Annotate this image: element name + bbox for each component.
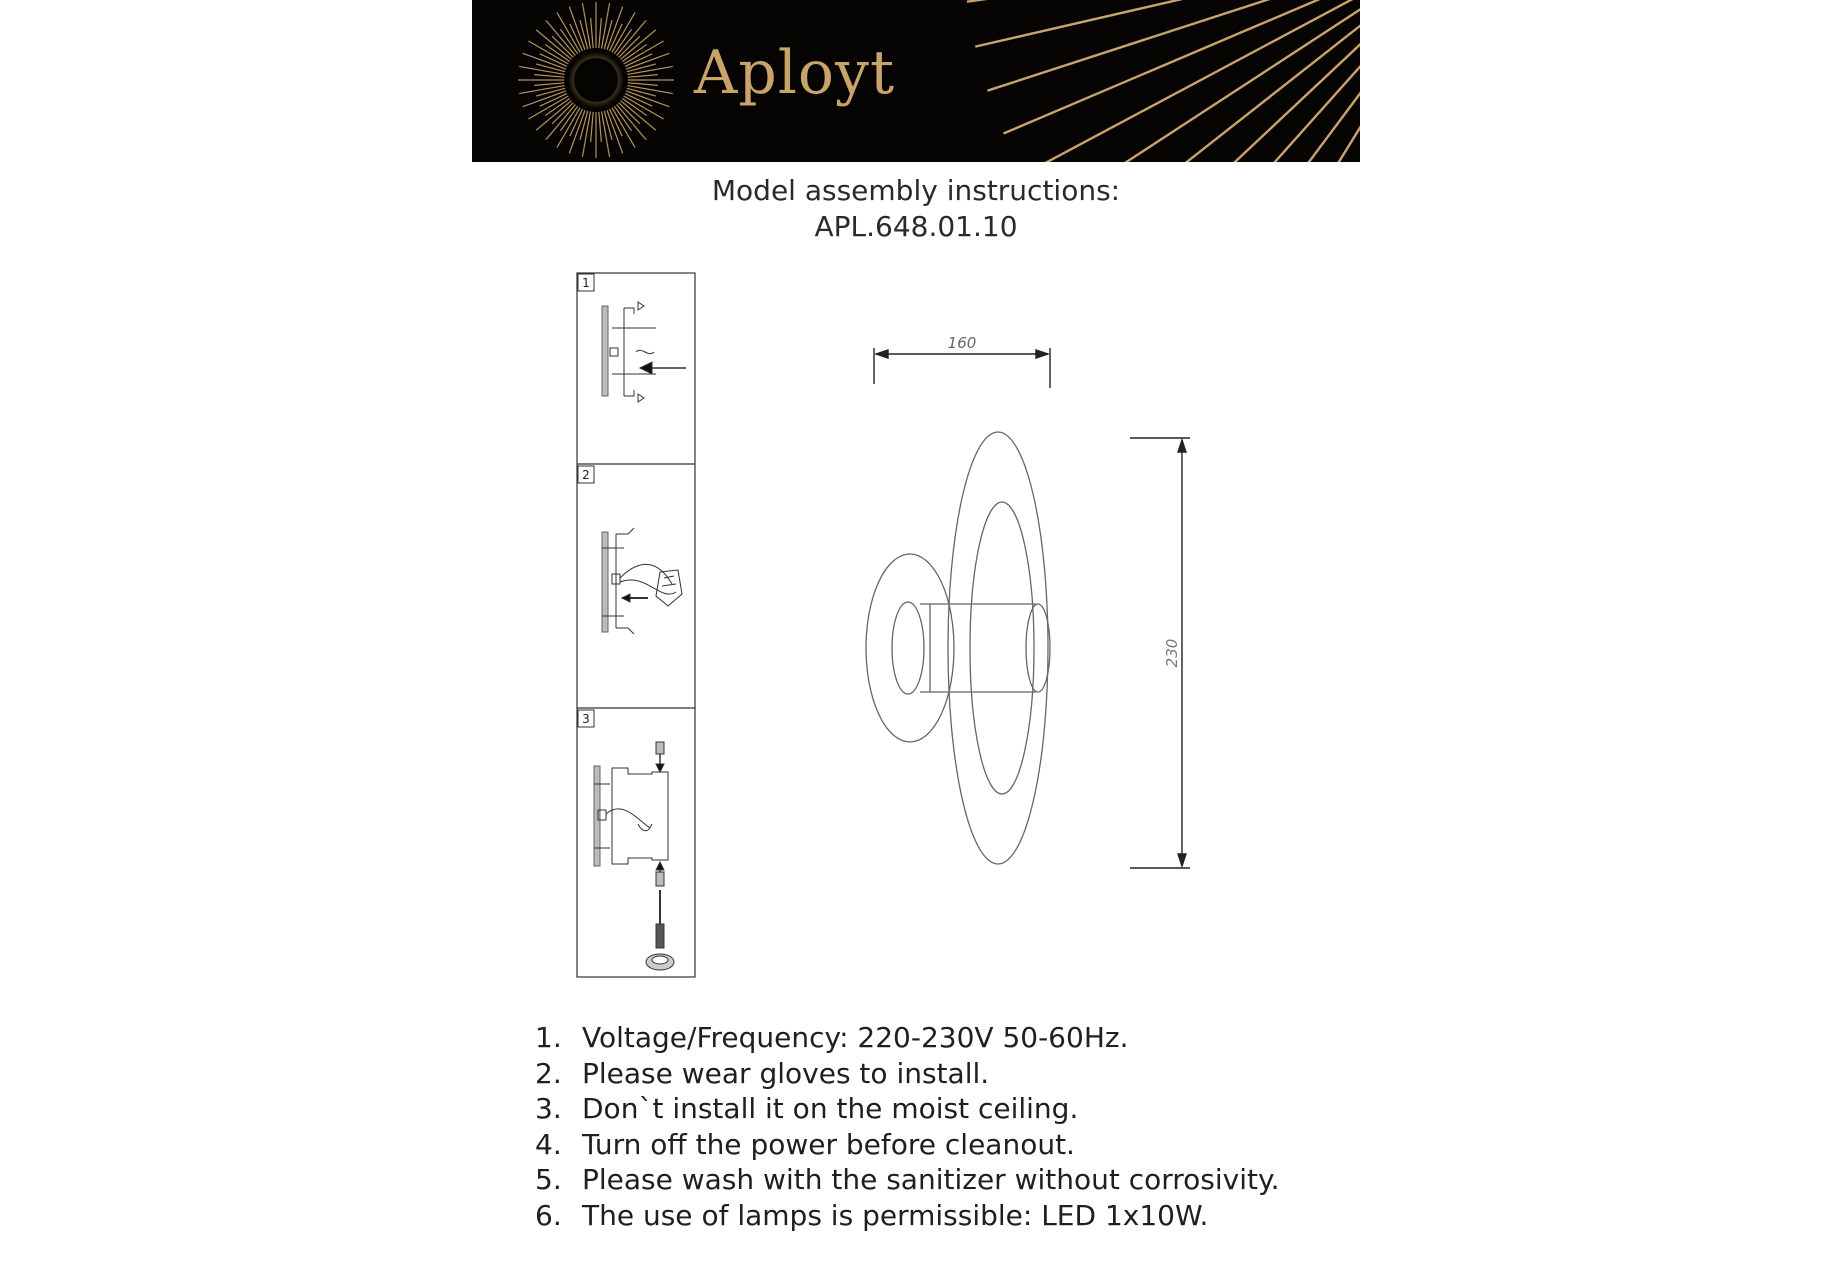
wall-lamp-outline — [866, 432, 1050, 864]
step-number: 2 — [582, 468, 590, 482]
note-number: 6. — [535, 1198, 562, 1232]
height-label: 230 — [1163, 638, 1181, 668]
note-text: Don`t install it on the moist ceiling. — [582, 1092, 1079, 1126]
sunburst-logo-icon — [472, 0, 1360, 162]
list-item — [535, 1020, 1279, 1056]
note-number: 3. — [535, 1092, 562, 1126]
height-dimension — [1130, 438, 1190, 868]
note-text: Voltage/Frequency: 220-230V 50-60Hz. — [582, 1021, 1129, 1054]
fixture-dimension-drawing — [830, 330, 1230, 890]
step-number: 1 — [582, 276, 590, 290]
brand-logo: Aployt — [694, 38, 896, 108]
header-banner — [472, 0, 1360, 162]
list-item — [535, 1198, 1279, 1234]
list-item — [535, 1091, 1279, 1127]
step-2 — [578, 466, 682, 634]
mounting-plate-screws-icon — [602, 302, 686, 402]
width-dimension — [874, 348, 1050, 388]
list-item — [535, 1056, 1279, 1092]
step-1 — [578, 274, 686, 402]
model-number: APL.648.01.10 — [814, 210, 1018, 243]
fixture-fastening-icon — [594, 742, 674, 970]
note-text: Please wear gloves to install. — [582, 1056, 990, 1090]
list-item — [535, 1127, 1279, 1163]
note-number: 5. — [535, 1163, 562, 1197]
note-number: 1. — [535, 1021, 562, 1054]
assembly-steps-panel — [576, 272, 696, 978]
step-3 — [578, 710, 674, 970]
list-item — [535, 1162, 1279, 1198]
note-text: The use of lamps is permissible: LED 1x10W. — [582, 1198, 1209, 1232]
wire-connection-icon — [602, 528, 682, 634]
note-number: 4. — [535, 1127, 562, 1161]
note-number: 2. — [535, 1056, 562, 1090]
note-text: Please wash with the sanitizer without corrosivity. — [582, 1163, 1280, 1197]
note-text: Turn off the power before cleanout. — [582, 1127, 1075, 1161]
step-number: 3 — [582, 712, 590, 726]
safety-notes-list — [535, 1020, 1279, 1234]
width-label: 160 — [947, 334, 977, 352]
instructions-title: Model assembly instructions: — [711, 174, 1121, 207]
corner-rays-decoration — [963, 0, 1360, 162]
